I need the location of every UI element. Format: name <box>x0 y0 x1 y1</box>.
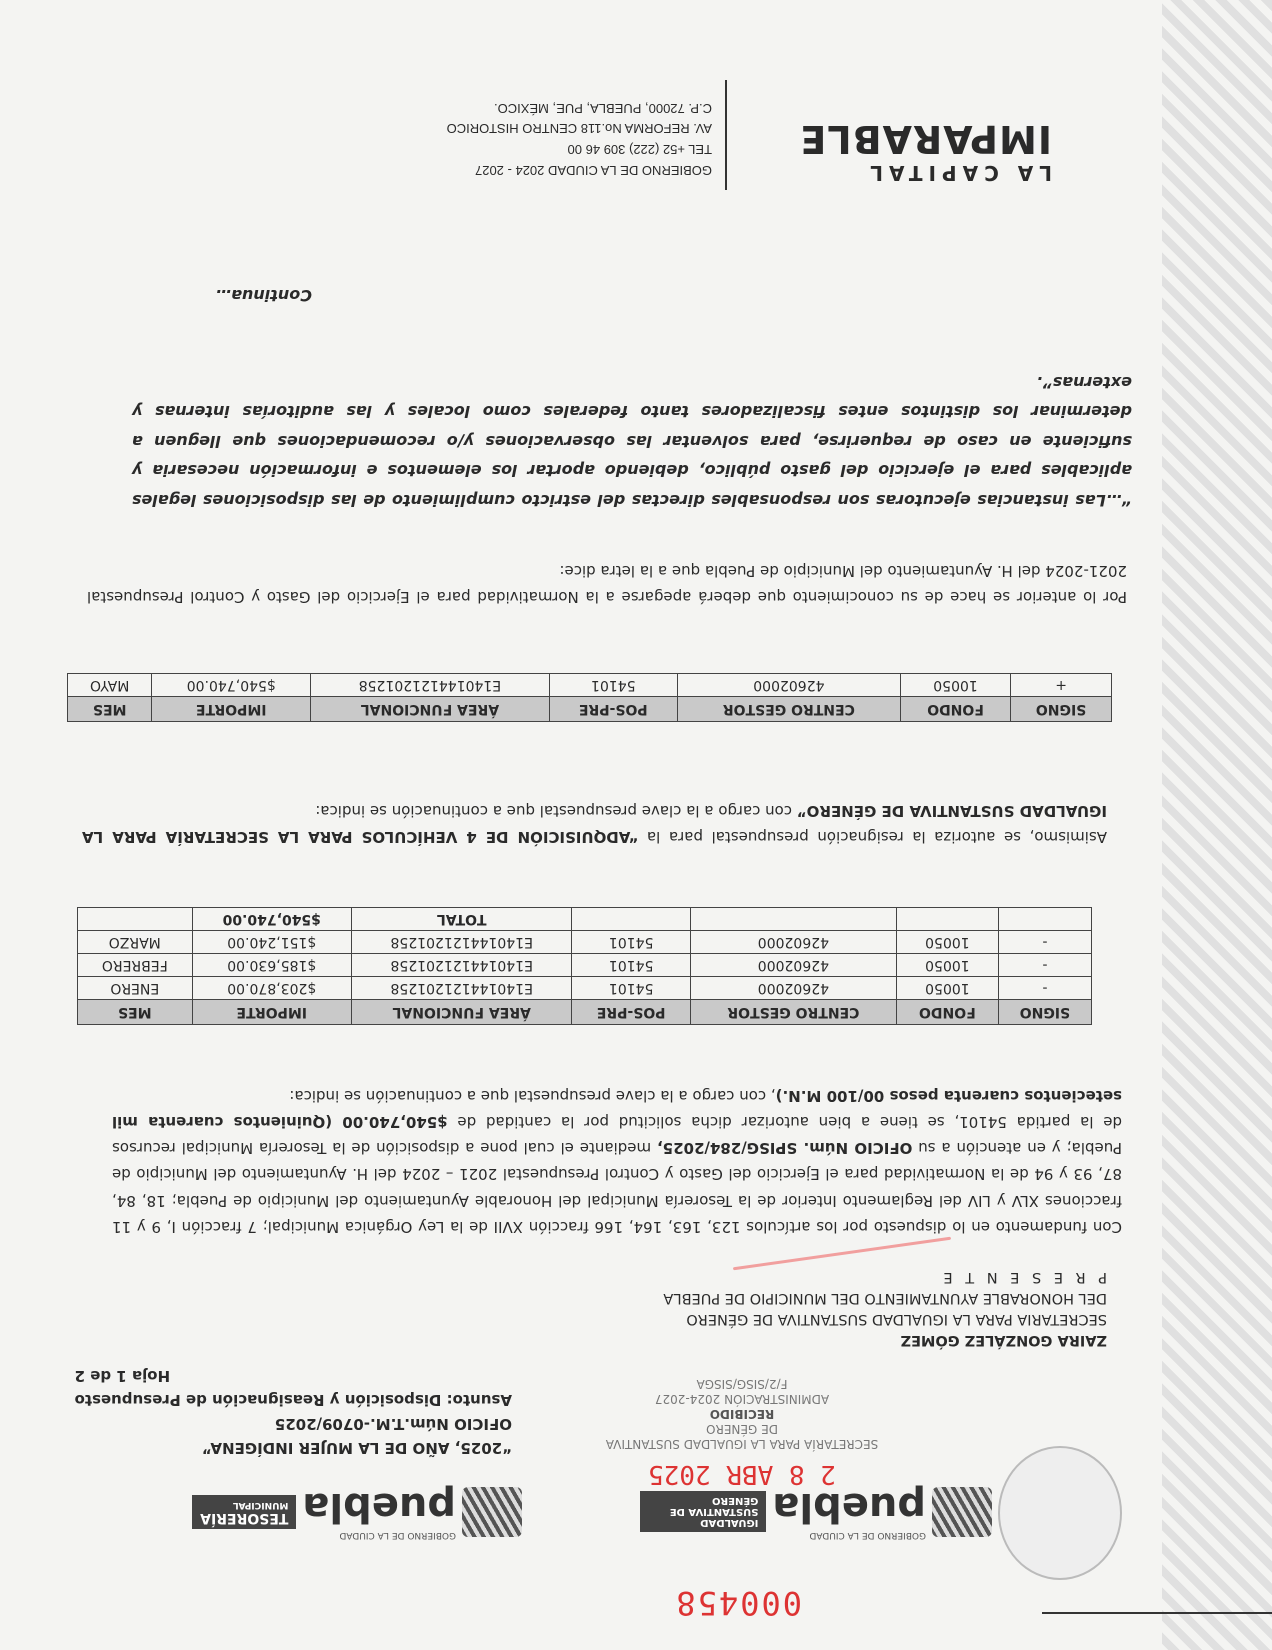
tesoreria-logo <box>192 1484 522 1540</box>
la-capital-logo <box>752 117 1052 185</box>
col-header: ÁREA FUNCIONAL <box>311 697 550 722</box>
addressee-name: ZAIRA GONZÁLEZ GÓMEZ <box>900 1332 1107 1348</box>
cell: $151,240.00 <box>192 931 351 954</box>
divider <box>1042 1612 1272 1614</box>
col-header: IMPORTE <box>192 1000 351 1025</box>
cell: 10050 <box>896 931 998 954</box>
cell: MARZO <box>78 931 193 954</box>
year-motto: “2025, AÑO DE LA MUJER INDÍGENA” <box>201 1439 512 1457</box>
cell: E140144121201258 <box>311 674 550 697</box>
footer-address <box>447 97 712 180</box>
cell: 42602000 <box>677 674 900 697</box>
asunto: Asunto: Disposición y Reasignación de Presupuesto <box>74 1391 512 1409</box>
text: con cargo a la clave presupuestal que a continuación se indica: <box>315 801 797 820</box>
table-row <box>68 674 1112 697</box>
stamp-date: 2 8 ABR 2025 <box>648 1459 836 1489</box>
cell: $185,630.00 <box>192 954 351 977</box>
stamp-line: F/2/SISG/SISGA <box>696 1377 788 1392</box>
text: , con cargo a la clave presupuestal que a continuación se indica: <box>289 1086 776 1105</box>
cell: 42602000 <box>690 954 896 977</box>
total-label: TOTAL <box>351 908 571 931</box>
imparable-text: IMPARABLE <box>799 117 1052 161</box>
stamp-line: ADMINISTRACIÓN 2024-2027 <box>654 1392 830 1407</box>
cell <box>78 908 193 931</box>
paragraph-reasignacion <box>82 798 1107 851</box>
stamp-line: DE GÉNERO <box>706 1422 778 1437</box>
address-line: TEL +52 (222) 309 46 00 <box>567 142 712 158</box>
table-reasignacion <box>67 673 1112 722</box>
tesoreria-box <box>192 1495 296 1528</box>
secretaria-logo <box>640 1484 992 1540</box>
cell <box>572 908 690 931</box>
page-indicator: Hoja 1 de 2 <box>74 1367 171 1385</box>
logo-box: IGUALDAD SUSTANTIVA DE GÉNERO <box>640 1492 766 1533</box>
oficio-number: OFICIO Núm.T.M.-0709/2025 <box>274 1415 512 1433</box>
address-line: GOBIERNO DE LA CIUDAD 2024 - 2027 <box>475 163 712 178</box>
col-header: CENTRO GESTOR <box>690 1000 896 1025</box>
logo-word: puebla <box>302 1484 456 1530</box>
received-stamp <box>562 1377 922 1491</box>
footer-divider <box>725 80 727 190</box>
cell: 10050 <box>900 674 1010 697</box>
cell: - <box>998 954 1091 977</box>
col-header: ÁREA FUNCIONAL <box>351 1000 571 1025</box>
cell: + <box>1011 674 1112 697</box>
cell: MAYO <box>68 674 152 697</box>
paragraph-fundamento <box>112 1083 1122 1241</box>
puebla-emblem-icon <box>462 1487 522 1537</box>
cell: 42602000 <box>690 931 896 954</box>
col-header: POS-PRE <box>549 697 677 722</box>
col-header: POS-PRE <box>572 1000 690 1025</box>
cell: $540,740.00 <box>152 674 311 697</box>
address-line: C.P. 72000, PUEBLA, PUE, MÉXICO. <box>494 100 712 116</box>
cell: 54101 <box>572 931 690 954</box>
text: mediante el cual pone a disposición de la Tesorería Municipal recursos de la partida 54101, se tiene a bien autorizar dicha solicitud por la cantidad de <box>112 1113 1122 1158</box>
la-capital-text: LA CAPITAL <box>864 161 1052 185</box>
cell <box>998 908 1091 931</box>
address-line: AV. REFORMA No.118 CENTRO HISTORICO <box>446 121 712 137</box>
text: Asimismo, se autoriza la resignación presupuestal para la <box>638 828 1107 846</box>
logo-word: puebla <box>772 1484 926 1530</box>
cell: E140144121201258 <box>351 954 571 977</box>
tesoreria-label: TESORERÍA <box>200 1509 289 1526</box>
addressee-title: DEL HONORABLE AYUNTAMIENTO DEL MUNICIPIO DE PUEBLA <box>663 1289 1107 1306</box>
col-header: MES <box>68 697 152 722</box>
cell: 42602000 <box>690 977 896 1000</box>
paragraph-normatividad <box>87 558 1127 611</box>
cell: FEBRERO <box>78 954 193 977</box>
table-row <box>78 931 1092 954</box>
cell: 54101 <box>572 977 690 1000</box>
cell: 54101 <box>549 674 677 697</box>
table-row <box>78 954 1092 977</box>
col-header: FONDO <box>896 1000 998 1025</box>
cell: E140144121201258 <box>351 977 571 1000</box>
cell: ENERO <box>78 977 193 1000</box>
total-row <box>78 908 1092 931</box>
cell <box>896 908 998 931</box>
cell: - <box>998 931 1091 954</box>
amount: $540,740.00 (Quinientos cuarenta mil setecientos cuarenta pesos 00/100 M.N.) <box>112 1086 1122 1131</box>
presente: P R E S E N T E <box>939 1268 1107 1285</box>
table-disposicion <box>77 907 1092 1025</box>
quote-block <box>132 367 1132 515</box>
col-header: SIGNO <box>998 1000 1091 1025</box>
cell: 10050 <box>896 954 998 977</box>
cell: E140144121201258 <box>351 931 571 954</box>
col-header: MES <box>78 1000 193 1025</box>
continua-label: Continua… <box>215 286 312 305</box>
logo-gov-text: GOBIERNO DE LA CIUDAD <box>809 1530 926 1540</box>
addressee-block <box>663 1266 1107 1350</box>
document-header <box>75 1364 512 1460</box>
addressee-title: SECRETARIA PARA LA IGUALDAD SUSTANTIVA DE GÉNERO <box>686 1310 1107 1327</box>
col-header: IMPORTE <box>152 697 311 722</box>
cell: - <box>998 977 1091 1000</box>
col-header: SIGNO <box>1011 697 1112 722</box>
folio-number: 000458 <box>674 1584 802 1622</box>
oficio-reference: OFICIO Núm. SPISG/284/2025, <box>657 1139 913 1158</box>
stamp-line: RECIBIDO <box>709 1407 775 1422</box>
cell: 54101 <box>572 954 690 977</box>
cell <box>690 908 896 931</box>
decorative-border <box>1162 0 1272 1650</box>
logo-gov-text: GOBIERNO DE LA CIUDAD <box>339 1530 456 1540</box>
table-row <box>78 977 1092 1000</box>
quote-text: “…Las instancias ejecutoras son responsables directas del estricto cumplimiento de las disposiciones legales aplicables para el ejercicio del gasto público, debiendo aportar los elementos e información necesaria y suficiente en caso de requerirse, para solventar las observaciones y/o recomendaciones que lleguen a determinar los distintos entes fiscalizadores tanto federales como locales y las auditorías internas y externas”. <box>132 372 1132 510</box>
col-header: CENTRO GESTOR <box>677 697 900 722</box>
municipal-label: MUNICIPAL <box>232 1500 289 1511</box>
stamp-line: SECRETARÍA PARA LA IGUALDAD SUSTANTIVA <box>605 1437 879 1452</box>
text: Con fundamento en lo dispuesto por los artículos 123, 163, 164, 166 fracción XVII de la Ley Orgánica Municipal; 7 fracción I, 9 y 11 fracciones XLV y LIV del Reglamento Interior de la Tesorería Municipal del Honorable Ayuntamiento del Municipio de Puebla; 18, 84, 87, 93 y 94 de la Normatividad para el Ejercicio del Gasto y Control Presupuestal 2021 – 2024 del H. Ayuntamiento del Municipio de Puebla; y en atención a su <box>112 1139 1122 1236</box>
text: Por lo anterior se hace de su conocimiento que deberá apegarse a la Normatividad para el Ejercicio del Gasto y Control Presupuestal 2021-2024 del H. Ayuntamiento del Municipio de Puebla que a la letra dice: <box>87 561 1127 606</box>
col-header: FONDO <box>900 697 1010 722</box>
cell: 10050 <box>896 977 998 1000</box>
municipal-seal-icon <box>998 1446 1122 1580</box>
total-value: $540,740.00 <box>192 908 351 931</box>
puebla-emblem-icon <box>932 1487 992 1537</box>
project-name: “ADQUISICIÓN DE 4 VEHÍCULOS PARA LA SECRETARÍA PARA LA IGUALDAD SUSTANTIVA DE GÉNERO” <box>82 801 1107 846</box>
cell: $203,870.00 <box>192 977 351 1000</box>
